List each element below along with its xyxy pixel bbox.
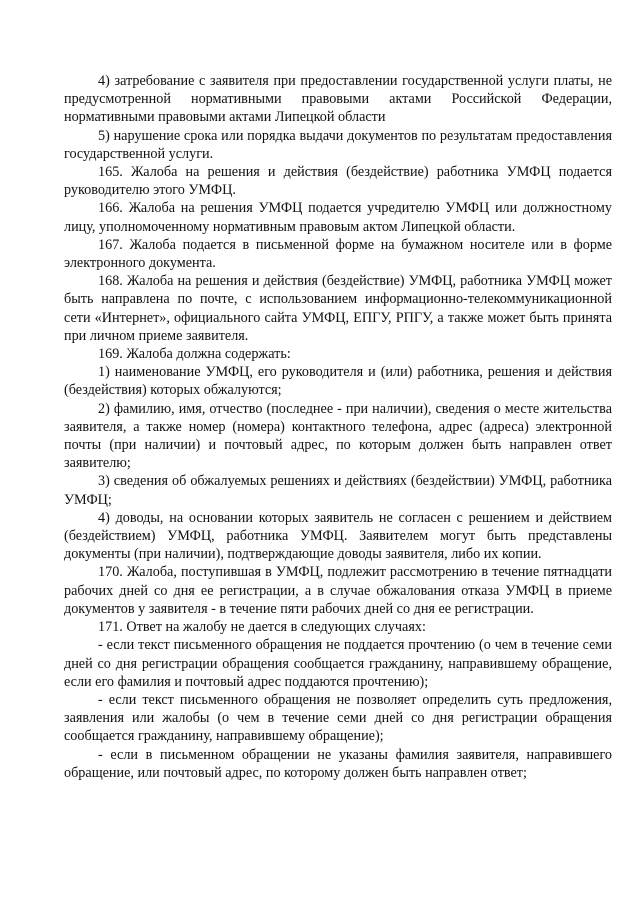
paragraph-170: 170. Жалоба, поступившая в УМФЦ, подлежит рассмотрению в течение пятнадцати рабочих дней со дня ее регистрации, а в случае обжалования отказа УМФЦ в приеме документов у заявителя - в течение пяти рабочих дней со дня ее регистрации. [64,564,612,617]
paragraph-168: 168. Жалоба на решения и действия (бездействие) УМФЦ, работника УМФЦ может быть направлена по почте, с использованием информационно-телекоммуникационной сети «Интернет», официального сайта УМФЦ, ЕПГУ, РПГУ, а также может быть принята при личном приеме заявителя. [64,273,612,344]
paragraph-169: 169. Жалоба должна содержать: [98,346,291,363]
paragraph-item-5: 5) нарушение срока или порядка выдачи документов по результатам предоставления государственной услуги. [64,127,612,162]
paragraph-171-bullet-2: - если текст письменного обращения не позволяет определить суть предложения, заявления или жалобы (о чем в течение семи дней со дня регистрации обращения сообщается гражданину, направившему обращение); [64,691,612,745]
paragraph-166: 166. Жалоба на решения УМФЦ подается учредителю УМФЦ или должностному лицу, уполномоченному нормативным правовым актом Липецкой области. [64,200,612,235]
paragraph-169-item-2: 2) фамилию, имя, отчество (последнее - при наличии), сведения о месте жительства заявителя, а также номер (номера) контактного телефона, адрес (адреса) электронной почты (при наличии) и почтовый адрес, по которым должен быть направлен ответ заявителю; [64,400,612,472]
paragraph-169-item-4: 4) доводы, на основании которых заявитель не согласен с решением и действием (бездействием) УМФЦ, работника УМФЦ. Заявителем могут быть представлены документы (при наличии), подтверждающие доводы заявителя, либо их копии. [64,509,612,563]
document-page [64,72,612,782]
paragraph-171-bullet-3: - если в письменном обращении не указаны фамилия заявителя, направившего обращение, или почтовый адрес, по которому должен быть направлен ответ; [64,746,612,781]
paragraph-169-item-1: 1) наименование УМФЦ, его руководителя и (или) работника, решения и действия (бездействия) которых обжалуются; [64,364,612,399]
paragraph-169-item-3: 3) сведения об обжалуемых решениях и действиях (бездействии) УМФЦ, работника УМФЦ; [64,473,612,508]
paragraph-item-4: 4) затребование с заявителя при предоставлении государственной услуги платы, не предусмотренной нормативными правовыми актами Российской Федерации, нормативными правовыми актами Липецкой области [64,73,612,126]
paragraph-171-bullet-1: - если текст письменного обращения не поддается прочтению (о чем в течение семи дней со дня регистрации обращения сообщается гражданину, направившему обращение, если его фамилия и почтовый адрес поддаются прочтению); [64,637,612,690]
paragraph-171: 171. Ответ на жалобу не дается в следующих случаях: [98,619,426,636]
paragraph-167: 167. Жалоба подается в письменной форме на бумажном носителе или в форме электронного документа. [64,236,612,272]
paragraph-165: 165. Жалоба на решения и действия (бездействие) работника УМФЦ подается руководителю этого УМФЦ. [64,164,612,199]
